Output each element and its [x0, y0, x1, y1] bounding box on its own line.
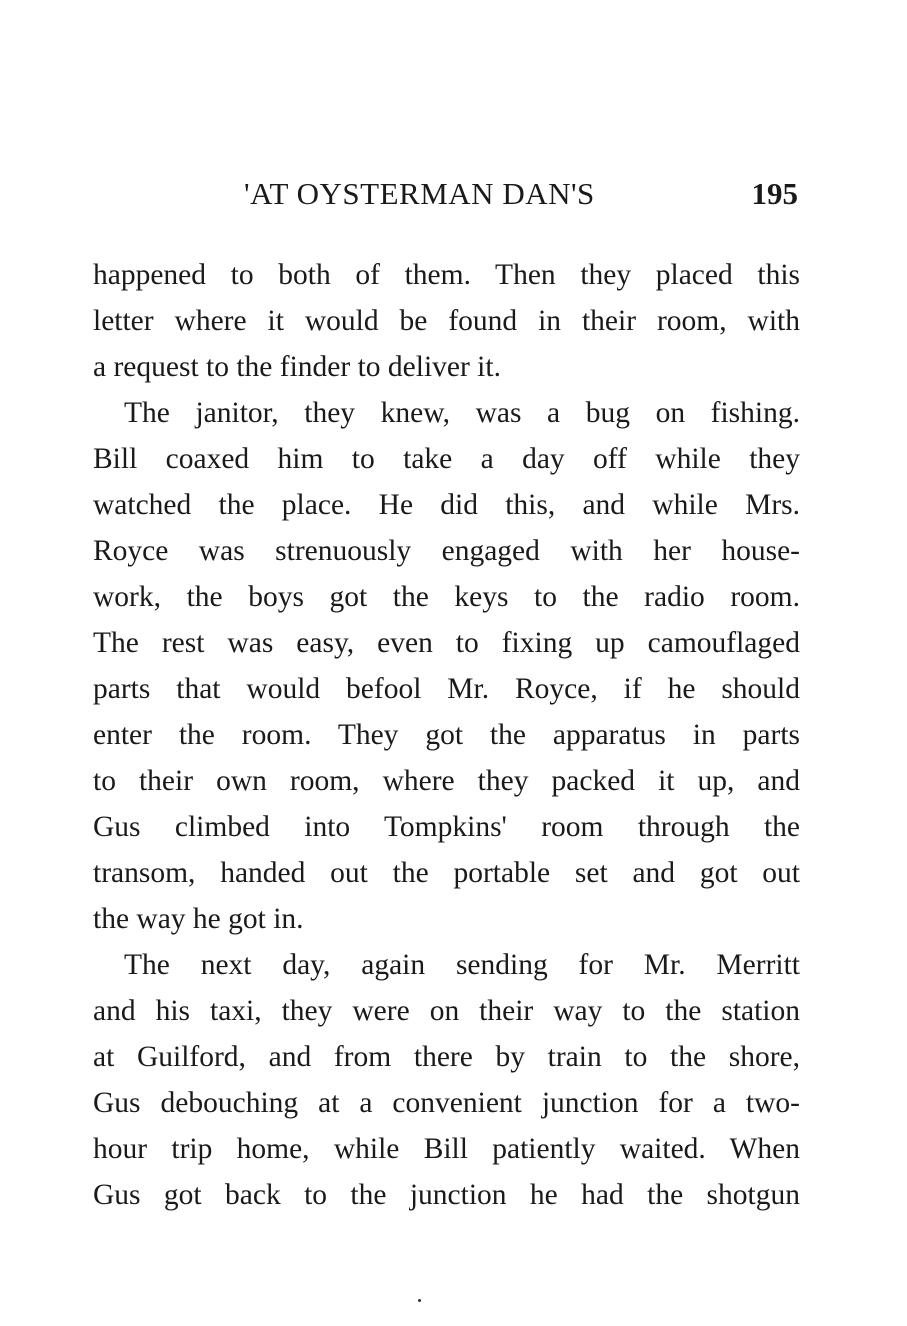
- text-line: Bill coaxed him to take a day off while they: [93, 443, 800, 475]
- text-line: letter where it would be found in their room, with: [93, 305, 800, 337]
- text-line: Gus debouching at a convenient junction for a two-: [93, 1087, 800, 1119]
- text-line: a request to the finder to deliver it.: [93, 351, 501, 383]
- ink-speck: [418, 1299, 421, 1302]
- running-head: [92, 176, 798, 220]
- text-line: Gus climbed into Tompkins' room through the: [93, 811, 800, 843]
- text-line: The rest was easy, even to fixing up camouflaged: [93, 627, 800, 659]
- text-line: and his taxi, they were on their way to the station: [93, 995, 800, 1027]
- text-line: at Guilford, and from there by train to the shore,: [93, 1041, 800, 1073]
- text-line: happened to both of them. Then they placed this: [93, 259, 800, 291]
- paragraph: [93, 390, 800, 942]
- text-line: The next day, again sending for Mr. Merritt: [124, 949, 800, 981]
- paragraph: [93, 942, 800, 1218]
- text-line: work, the boys got the keys to the radio room.: [93, 581, 800, 613]
- text-line: to their own room, where they packed it up, and: [93, 765, 800, 797]
- text-line: enter the room. They got the apparatus in parts: [93, 719, 800, 751]
- text-line: Royce was strenuously engaged with her house-: [93, 535, 800, 567]
- body-text: [93, 252, 800, 1218]
- page-number: 195: [751, 176, 798, 211]
- text-line: the way he got in.: [93, 903, 304, 935]
- text-line: hour trip home, while Bill patiently waited. When: [93, 1133, 800, 1165]
- text-line: The janitor, they knew, was a bug on fishing.: [124, 397, 800, 429]
- text-line: transom, handed out the portable set and got out: [93, 857, 800, 889]
- running-title: 'AT OYSTERMAN DAN'S: [244, 176, 595, 211]
- paragraph: [93, 252, 800, 390]
- text-line: parts that would befool Mr. Royce, if he should: [93, 673, 800, 705]
- text-line: watched the place. He did this, and while Mrs.: [93, 489, 800, 521]
- text-line: Gus got back to the junction he had the shotgun: [93, 1179, 800, 1211]
